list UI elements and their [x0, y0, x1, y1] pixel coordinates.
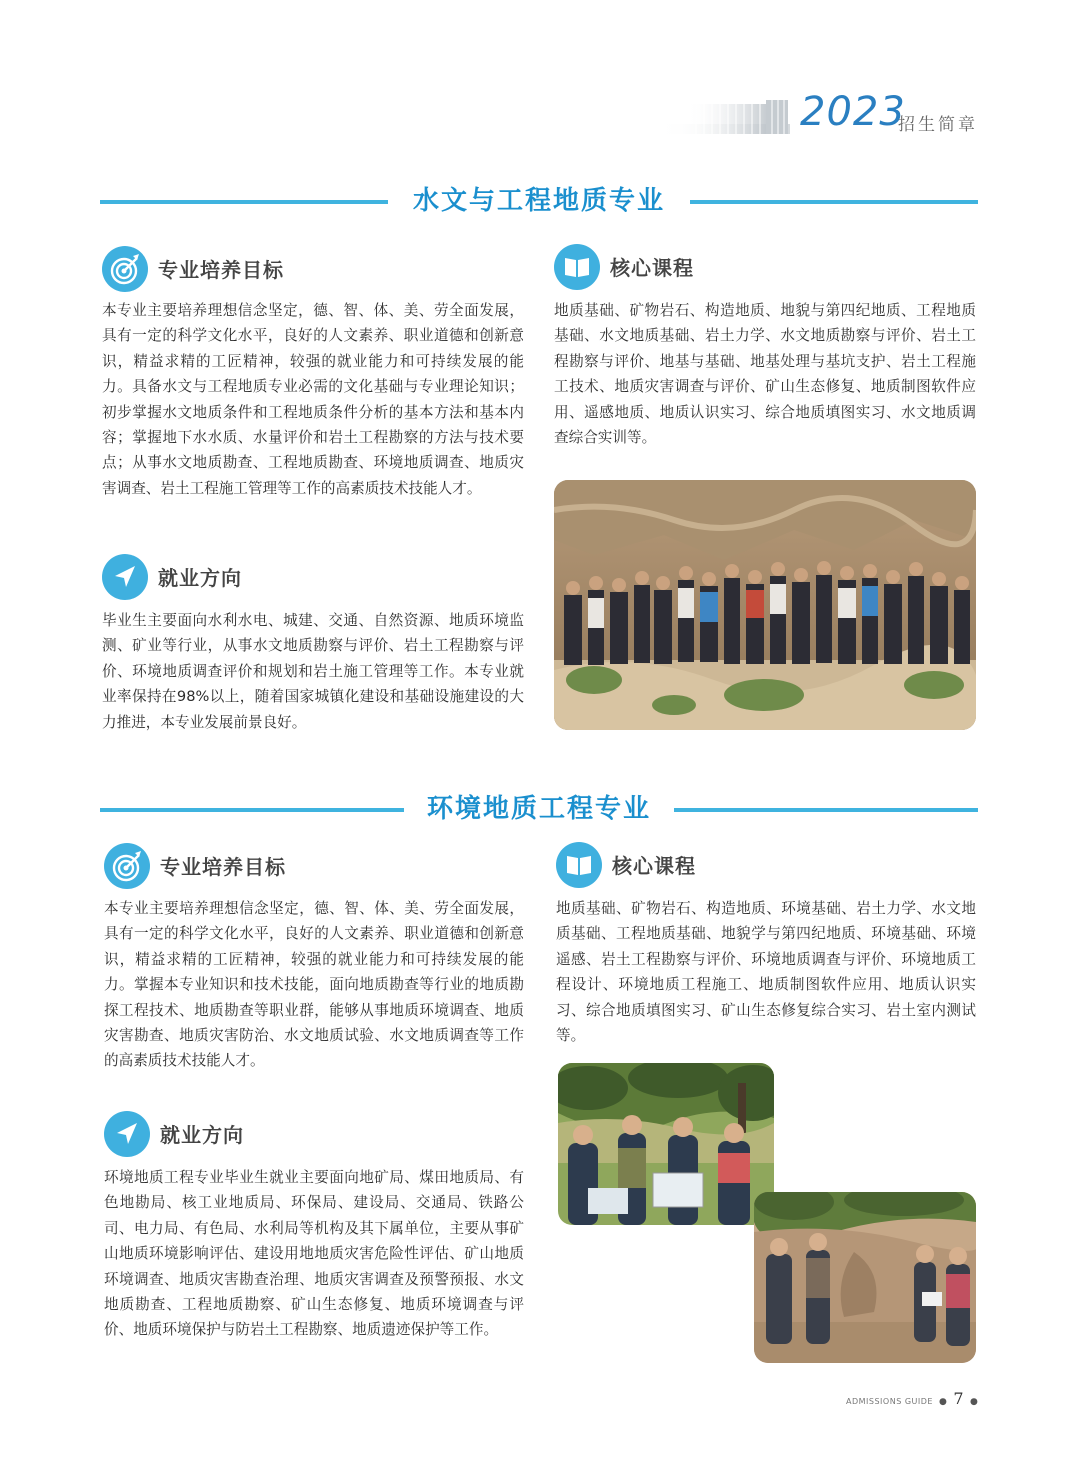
- goal-heading-label: 专业培养目标: [160, 855, 286, 879]
- book-icon: [554, 244, 600, 290]
- target-icon: [102, 246, 148, 292]
- header-year: 2023: [800, 89, 906, 135]
- target-icon: [104, 843, 150, 889]
- course-heading-label: 核心课程: [610, 256, 694, 280]
- course-heading-1: [554, 244, 814, 294]
- section-title-text: 水文与工程地质专业: [412, 186, 665, 216]
- footer-label: ADMISSIONS GUIDE: [846, 1397, 933, 1406]
- career-heading-1: [102, 554, 362, 604]
- outcrop-photo: [754, 1192, 976, 1363]
- section-title-hydro: [100, 181, 978, 221]
- career-text-2: 环境地质工程专业毕业生就业主要面向地矿局、煤田地质局、有色地勘局、核工业地质局、环保局、建设局、交通局、铁路公司、电力局、有色局、水利局等机构及其下属单位，主要从事矿山地质环境影响评估、建设用地地质灾害危险性评估、矿山地质环境调查、地质灾害勘查治理、地质灾害调查及预警预报、水文地质勘查、工程地质勘察、矿山生态修复、地质环境调查与评价、地质环境保护与防岩土工程勘察、地质遗迹保护等工作。: [104, 1169, 524, 1339]
- field-survey-photo: [558, 1063, 774, 1225]
- goal-text-2: 本专业主要培养理想信念坚定，德、智、体、美、劳全面发展，具有一定的科学文化水平，良好的人文素养、职业道德和创新意识，精益求精的工匠精神，较强的就业能力和可持续发展的能力。掌握本专业知识和技术技能，面向地质勘查等行业的地质勘探工程技术、地质勘查等职业群，能够从事地质环境调查、地质灾害勘查、地质灾害防治、水文地质试验、水文地质调查等工作的高素质技术技能人才。: [104, 900, 524, 1070]
- goal-heading-2: [104, 843, 364, 893]
- compass-arrow-icon: [102, 554, 148, 600]
- section-title-text: 环境地质工程专业: [426, 794, 651, 824]
- career-heading-2: [104, 1111, 364, 1161]
- header-building-graphic: [656, 100, 790, 134]
- career-heading-label: 就业方向: [160, 1123, 244, 1147]
- compass-arrow-icon: [104, 1111, 150, 1157]
- book-icon: [556, 842, 602, 888]
- section-title-env: [100, 789, 978, 829]
- page-footer: ADMISSIONS GUIDE ● 7 ●: [846, 1389, 979, 1408]
- course-heading-2: [556, 842, 816, 892]
- course-heading-label: 核心课程: [612, 854, 696, 878]
- goal-text-1: 本专业主要培养理想信念坚定，德、智、体、美、劳全面发展，具有一定的科学文化水平，良好的人文素养、职业道德和创新意识，精益求精的工匠精神，较强的就业能力和可持续发展的能力。具备水文与工程地质专业必需的文化基础与专业理论知识；初步掌握水文地质条件和工程地质条件分析的基本方法和基本内容；掌握地下水水质、水量评价和岩土工程勘察的方法与技术要点；从事水文地质勘查、工程地质勘查、环境地质调查、地质灾害调查、岩土工程施工管理等工作的高素质技术技能人才。: [102, 302, 524, 497]
- goal-heading-1: [102, 246, 362, 296]
- career-text-1: 毕业生主要面向水利水电、城建、交通、自然资源、地质环境监测、矿业等行业，从事水文地质勘察与评价、岩土工程勘察与评价、环境地质调查评价和规划和岩土施工管理等工作。本专业就业率保持在98%以上，随着国家城镇化建设和基础设施建设的大力推进，本专业发展前景良好。: [102, 612, 524, 731]
- course-text-1: 地质基础、矿物岩石、构造地质、地貌与第四纪地质、工程地质基础、水文地质基础、岩土力学、水文地质勘察与评价、岩土工程勘察与评价、地基与基础、地基处理与基坑支护、岩土工程施工技术、地质灾害调查与评价、矿山生态修复、地质制图软件应用、遥感地质、地质认识实习、综合地质填图实习、水文地质调查综合实训等。: [554, 302, 976, 447]
- career-heading-label: 就业方向: [158, 566, 242, 590]
- group-field-photo: [554, 480, 976, 730]
- header-subtitle: 招生简章: [898, 115, 978, 135]
- goal-heading-label: 专业培养目标: [158, 258, 284, 282]
- page-number: 7: [953, 1389, 964, 1408]
- course-text-2: 地质基础、矿物岩石、构造地质、环境基础、岩土力学、水文地质基础、工程地质基础、地貌学与第四纪地质、环境基础、环境遥感、岩土工程勘察与评价、环境地质调查与评价、环境地质工程设计、环境地质工程施工、地质制图软件应用、地质认识实习、综合地质填图实习、矿山生态修复综合实习、岩土室内测试等。: [556, 900, 976, 1045]
